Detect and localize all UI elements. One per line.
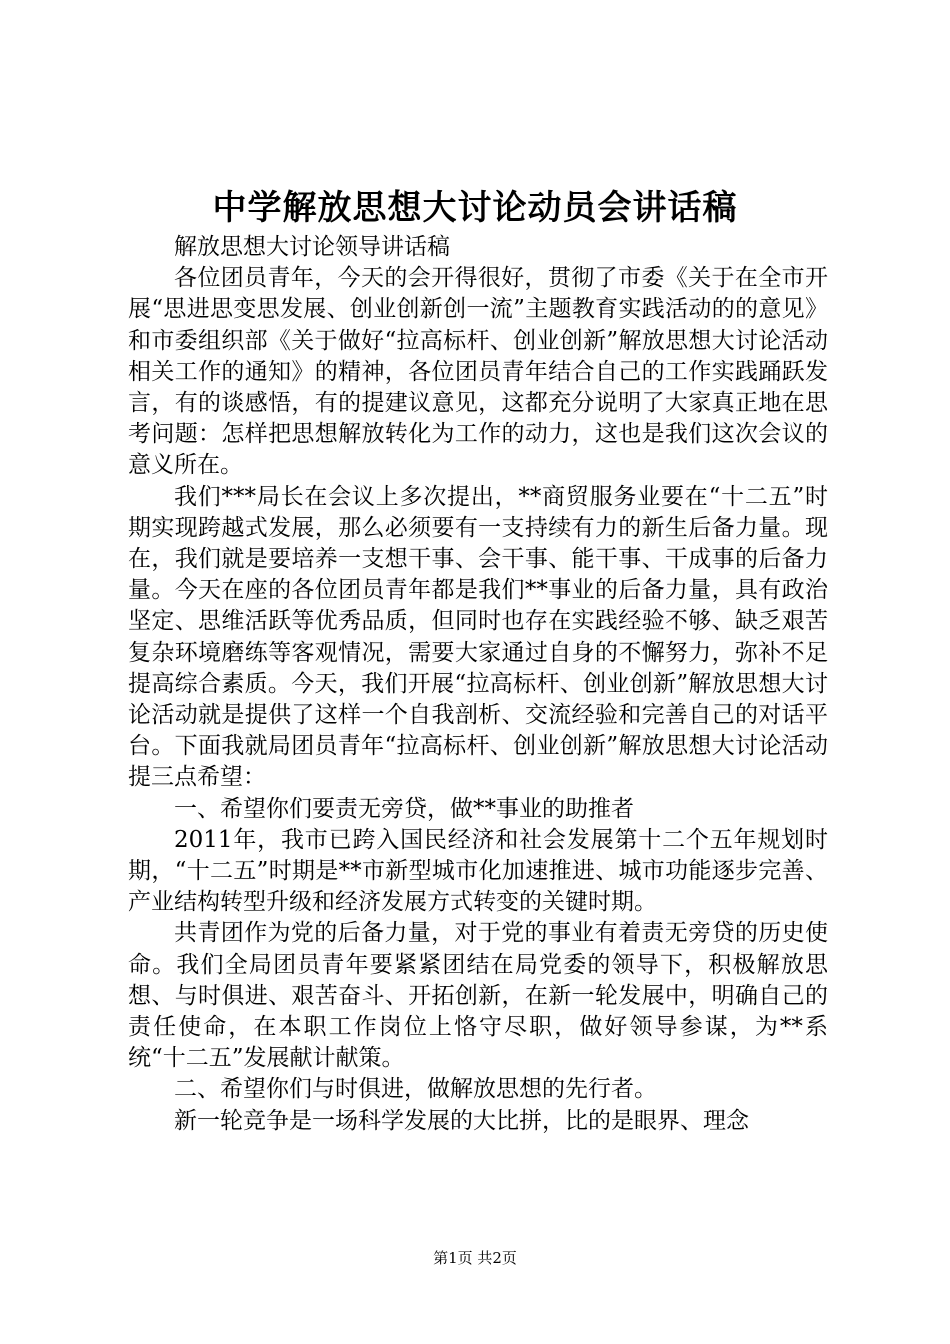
document-title: 中学解放思想大讨论动员会讲话稿 <box>212 188 738 228</box>
paragraph-subtitle: 解放思想大讨论领导讲话稿 <box>174 234 450 260</box>
paragraph: 各位团员青年，今天的会开得很好，贯彻了市委《关于在全市开展“思进思变思发展、创业创新创一流”主题教育实践活动的的意见》和市委组织部《关于做好“拉高标杆、创业创新”解放思想大讨论活动相关工作的通知》的精神，各位团员青年结合自己的工作实践踊跃发言，有的谈感悟，有的提建议意见，这都充分说明了大家真正地在思考问题：怎样把思想解放转化为工作的动力，这也是我们这次会议的意义所在。 <box>128 265 828 479</box>
paragraph: 新一轮竞争是一场科学发展的大比拼，比的是眼界、理念 <box>174 1107 749 1134</box>
page-number-footer: 第1页 共2页 <box>433 1249 517 1267</box>
section-heading: 一、希望你们要责无旁贷，做**事业的助推者 <box>174 795 634 822</box>
paragraph: 2011年，我市已跨入国民经济和社会发展第十二个五年规划时期，“十二五”时期是**市新型城市化加速推进、城市功能逐步完善、产业结构转型升级和经济发展方式转变的关键时期。 <box>128 826 828 916</box>
section-heading: 二、希望你们与时俱进，做解放思想的先行者。 <box>174 1076 657 1103</box>
document-body <box>128 232 828 1137</box>
paragraph: 我们***局长在会议上多次提出，**商贸服务业要在“十二五”时期实现跨越式发展，那么必须要有一支持续有力的新生后备力量。现在，我们就是要培养一支想干事、会干事、能干事、干成事的后备力量。今天在座的各位团员青年都是我们**事业的后备力量，具有政治坚定、思维活跃等优秀品质，但同时也存在实践经验不够、缺乏艰苦复杂环境磨练等客观情况，需要大家通过自身的不懈努力，弥补不足提高综合素质。今天，我们开展“拉高标杆、创业创新”解放思想大讨论活动就是提供了这样一个自我剖析、交流经验和完善自己的对话平台。下面我就局团员青年“拉高标杆、创业创新”解放思想大讨论活动提三点希望： <box>128 483 828 791</box>
paragraph: 共青团作为党的后备力量，对于党的事业有着责无旁贷的历史使命。我们全局团员青年要紧紧团结在局党委的领导下，积极解放思想、与时俱进、艰苦奋斗、开拓创新，在新一轮发展中，明确自己的责任使命，在本职工作岗位上恪守尽职，做好领导参谋，为**系统“十二五”发展献计献策。 <box>128 920 828 1072</box>
